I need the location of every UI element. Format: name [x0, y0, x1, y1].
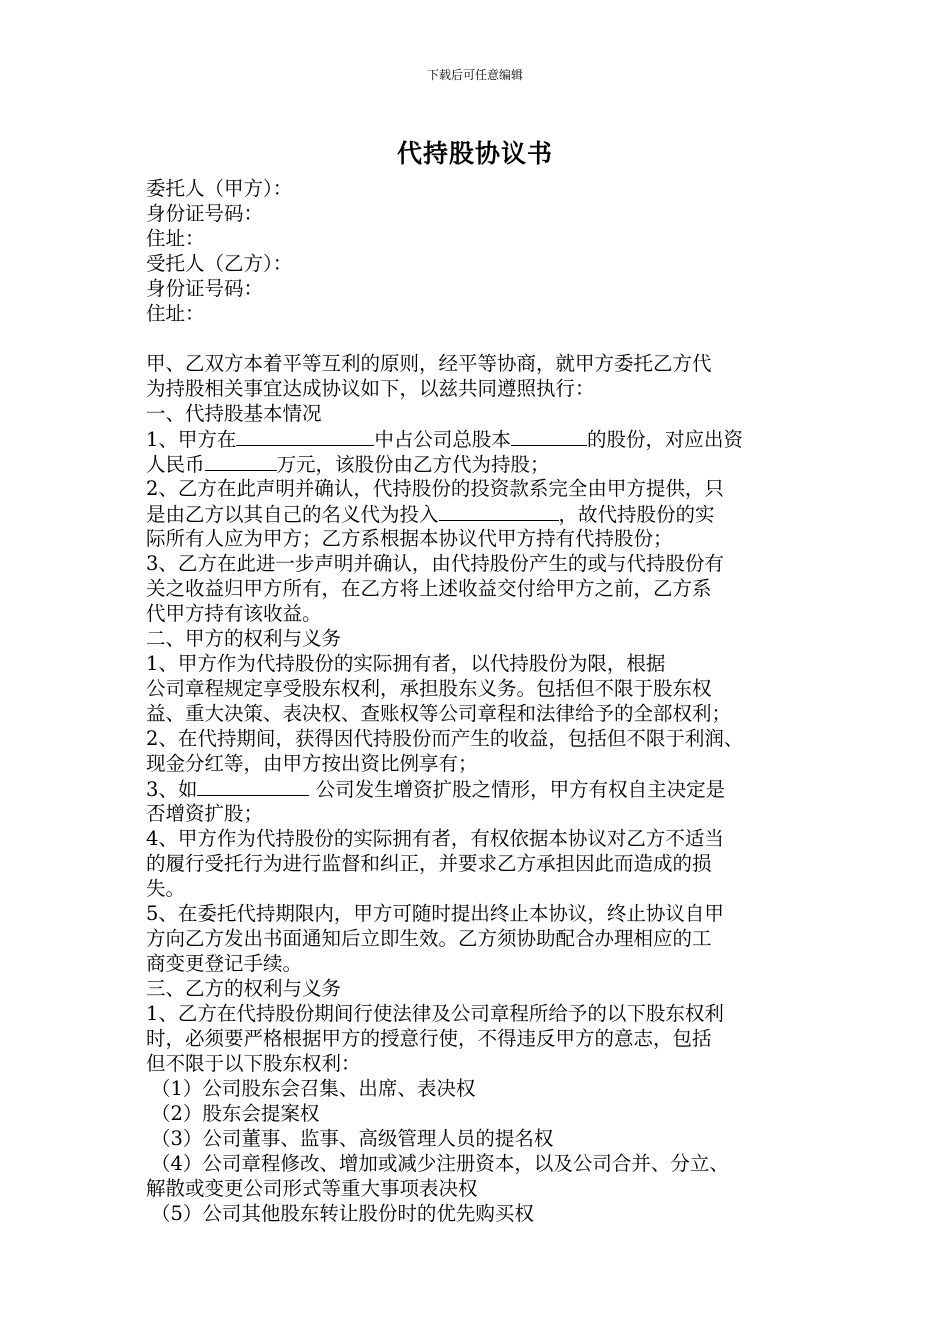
clause-text: 1、甲方在	[146, 428, 237, 451]
clause-line: 2、乙方在此声明并确认，代持股份的投资款系完全由甲方提供，只	[146, 477, 724, 500]
header-note: 下载后可任意编辑	[426, 68, 523, 82]
party-client-id: 身份证号码：	[146, 202, 264, 225]
blank-underline	[236, 426, 374, 446]
blank-underline	[511, 426, 587, 446]
clause-line	[146, 501, 826, 526]
clause-text: 万元，该股份由乙方代为持股；	[276, 453, 550, 476]
clause-line: 否增资扩股；	[146, 802, 264, 825]
clause-line: 关之收益归甲方所有，在乙方将上述收益交付给甲方之前，乙方系	[146, 577, 712, 600]
party-trustee-address: 住址：	[146, 302, 205, 325]
list-item: （5）公司其他股东转让股份时的优先购买权	[151, 1202, 534, 1225]
blank-underline	[205, 451, 277, 471]
section-heading: 二、甲方的权利与义务	[146, 627, 342, 650]
clause-text: 中占公司总股本	[374, 428, 511, 451]
list-item: （1）公司股东会召集、出席、表决权	[151, 1077, 476, 1100]
list-item: （3）公司董事、监事、高级管理人员的提名权	[151, 1127, 554, 1150]
clause-line: 5、在委托代持期限内，甲方可随时提出终止本协议，终止协议自甲	[146, 902, 724, 925]
clause-line: 公司章程规定享受股东权利，承担股东义务。包括但不限于股东权	[146, 677, 712, 700]
party-trustee: 受托人（乙方）：	[146, 252, 293, 275]
clause-text: 是由乙方以其自己的名义代为投入	[146, 503, 439, 526]
clause-line	[146, 426, 826, 451]
clause-text: 公司发生增资扩股之情形，甲方有权自主决定是	[309, 778, 726, 801]
clause-line: 现金分红等，由甲方按出资比例享有；	[146, 752, 478, 775]
clause-line: 的履行受托行为进行监督和纠正，并要求乙方承担因此而造成的损	[146, 852, 712, 875]
party-trustee-id: 身份证号码：	[146, 277, 264, 300]
clause-text: 3、如	[146, 778, 198, 801]
clause-line: 代甲方持有该收益。	[146, 602, 322, 625]
clause-line	[146, 451, 826, 476]
clause-line: 方向乙方发出书面通知后立即生效。乙方须协助配合办理相应的工	[146, 927, 712, 950]
clause-line	[146, 776, 826, 801]
party-client-address: 住址：	[146, 227, 205, 250]
clause-line: 3、乙方在此进一步声明并确认，由代持股份产生的或与代持股份有	[146, 552, 724, 575]
clause-line: 时，必须要严格根据甲方的授意行使，不得违反甲方的意志，包括	[146, 1027, 712, 1050]
document-body	[146, 176, 826, 1226]
clause-line: 但不限于以下股东权利：	[146, 1052, 361, 1075]
clause-text: ，故代持股份的实	[558, 503, 715, 526]
spacer	[146, 326, 826, 351]
clause-line: 2、在代持期间，获得因代持股份而产生的收益，包括但不限于利润、	[146, 727, 744, 750]
document-title: 代持股协议书	[396, 139, 553, 168]
clause-line: 4、甲方作为代持股份的实际拥有者，有权依据本协议对乙方不适当	[146, 827, 724, 850]
clause-line: 1、乙方在代持股份期间行使法律及公司章程所给予的以下股东权利	[146, 1002, 724, 1025]
clause-line: 益、重大决策、表决权、查账权等公司章程和法律给予的全部权利；	[146, 702, 732, 725]
clause-line: 1、甲方作为代持股份的实际拥有者，以代持股份为限，根据	[146, 652, 666, 675]
blank-underline	[197, 776, 309, 796]
intro-line: 为持股相关事宜达成协议如下，以兹共同遵照执行：	[146, 377, 595, 400]
clause-text: 的股份，对应出资	[586, 428, 743, 451]
section-heading: 三、乙方的权利与义务	[146, 977, 342, 1000]
clause-text: 人民币	[146, 453, 205, 476]
clause-line: 际所有人应为甲方；乙方系根据本协议代甲方持有代持股份；	[146, 527, 673, 550]
list-item: （4）公司章程修改、增加或减少注册资本，以及公司合并、分立、	[151, 1152, 729, 1175]
list-item-continuation: 解散或变更公司形式等重大事项表决权	[146, 1177, 478, 1200]
intro-line: 甲、乙双方本着平等互利的原则，经平等协商，就甲方委托乙方代	[146, 352, 712, 375]
clause-line: 商变更登记手续。	[146, 952, 303, 975]
list-item: （2）股东会提案权	[151, 1102, 320, 1125]
blank-underline	[439, 501, 559, 521]
section-heading: 一、代持股基本情况	[146, 402, 322, 425]
clause-line: 失。	[146, 877, 186, 900]
party-client: 委托人（甲方）：	[146, 177, 293, 200]
